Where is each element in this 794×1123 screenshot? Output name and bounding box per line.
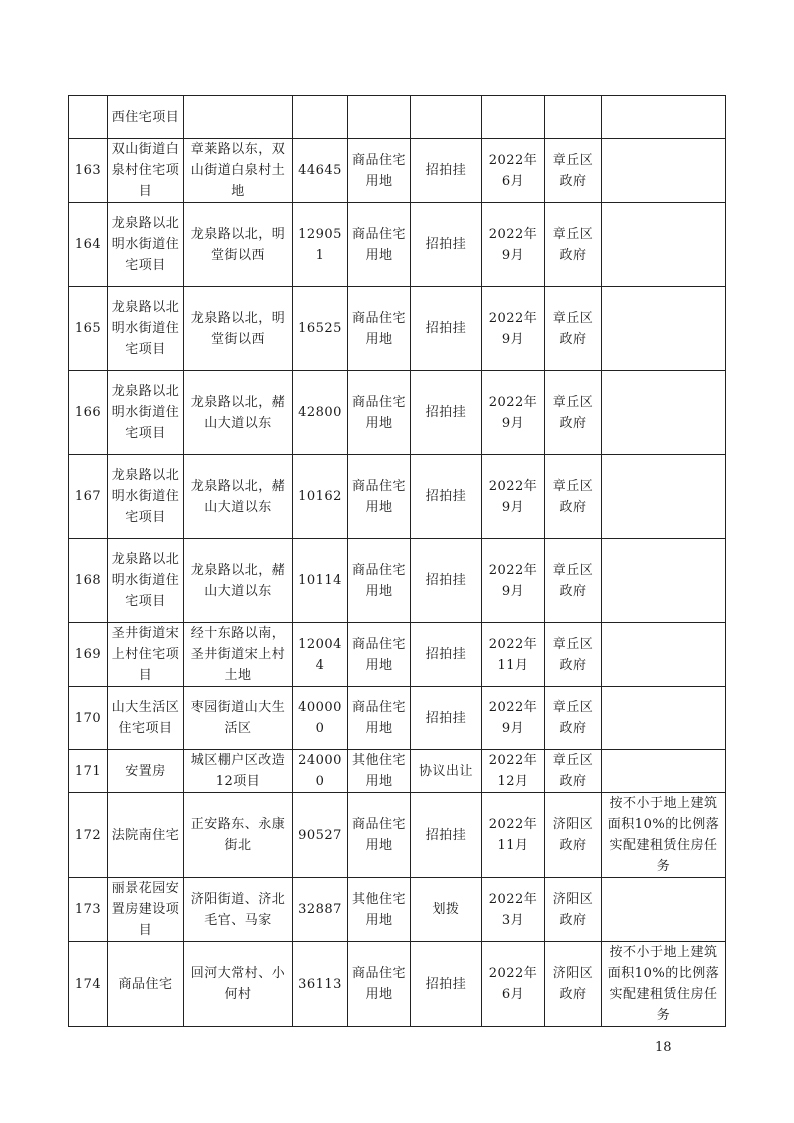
- cell-area: 16525: [293, 287, 348, 371]
- cell-no: 173: [69, 878, 108, 942]
- cell-supply-time: 2022年9月: [482, 203, 545, 287]
- cell-agency: [545, 96, 602, 139]
- cell-location: [184, 96, 293, 139]
- table-row: [69, 96, 726, 139]
- page-number: 18: [655, 1040, 672, 1055]
- cell-supply-time: 2022年9月: [482, 287, 545, 371]
- cell-supply-time: 2022年9月: [482, 687, 545, 750]
- table-row: [69, 623, 726, 687]
- table-row: [69, 878, 726, 942]
- cell-supply-method: 招拍挂: [411, 942, 482, 1027]
- cell-project-name: 法院南住宅: [108, 793, 184, 878]
- cell-note: [602, 539, 726, 623]
- cell-note: [602, 687, 726, 750]
- land-supply-table: [68, 95, 726, 1027]
- cell-project-name: 双山街道白泉村住宅项目: [108, 139, 184, 203]
- cell-land-use: 商品住宅用地: [348, 623, 411, 687]
- cell-supply-time: 2022年6月: [482, 139, 545, 203]
- cell-no: 172: [69, 793, 108, 878]
- cell-location: 龙泉路以北，赭山大道以东: [184, 539, 293, 623]
- cell-location: 济阳街道、济北毛官、马家: [184, 878, 293, 942]
- cell-area: 10114: [293, 539, 348, 623]
- cell-area: 42800: [293, 371, 348, 455]
- cell-no: 170: [69, 687, 108, 750]
- table-row: [69, 203, 726, 287]
- cell-land-use: 商品住宅用地: [348, 371, 411, 455]
- cell-land-use: 其他住宅用地: [348, 878, 411, 942]
- cell-project-name: 龙泉路以北明水街道住宅项目: [108, 455, 184, 539]
- cell-agency: 章丘区政府: [545, 750, 602, 793]
- table-row: [69, 750, 726, 793]
- cell-no: 174: [69, 942, 108, 1027]
- cell-project-name: 丽景花园安置房建设项目: [108, 878, 184, 942]
- cell-agency: 济阳区政府: [545, 793, 602, 878]
- cell-land-use: 商品住宅用地: [348, 287, 411, 371]
- cell-area: 129051: [293, 203, 348, 287]
- cell-supply-time: 2022年3月: [482, 878, 545, 942]
- cell-no: 167: [69, 455, 108, 539]
- cell-note: [602, 203, 726, 287]
- cell-agency: 章丘区政府: [545, 455, 602, 539]
- table-row: [69, 942, 726, 1027]
- cell-project-name: 龙泉路以北明水街道住宅项目: [108, 287, 184, 371]
- cell-supply-time: 2022年9月: [482, 455, 545, 539]
- table-body: [69, 96, 726, 1027]
- cell-note: [602, 287, 726, 371]
- cell-note: 按不小于地上建筑面积10%的比例落实配建租赁住房任务: [602, 793, 726, 878]
- table-row: [69, 539, 726, 623]
- cell-land-use: 商品住宅用地: [348, 539, 411, 623]
- cell-no: 169: [69, 623, 108, 687]
- cell-location: 龙泉路以北，赭山大道以东: [184, 455, 293, 539]
- cell-supply-method: 招拍挂: [411, 687, 482, 750]
- table-row: [69, 287, 726, 371]
- cell-agency: 章丘区政府: [545, 139, 602, 203]
- cell-project-name: 龙泉路以北明水街道住宅项目: [108, 371, 184, 455]
- cell-supply-time: 2022年9月: [482, 539, 545, 623]
- cell-land-use: [348, 96, 411, 139]
- cell-area: 240000: [293, 750, 348, 793]
- table-row: [69, 139, 726, 203]
- cell-area: 10162: [293, 455, 348, 539]
- cell-project-name: 龙泉路以北明水街道住宅项目: [108, 539, 184, 623]
- cell-agency: 章丘区政府: [545, 687, 602, 750]
- cell-agency: 济阳区政府: [545, 942, 602, 1027]
- cell-no: 163: [69, 139, 108, 203]
- cell-area: 36113: [293, 942, 348, 1027]
- cell-supply-time: 2022年11月: [482, 623, 545, 687]
- cell-area: 44645: [293, 139, 348, 203]
- cell-no: [69, 96, 108, 139]
- cell-supply-method: 招拍挂: [411, 203, 482, 287]
- cell-agency: 章丘区政府: [545, 203, 602, 287]
- cell-supply-method: 招拍挂: [411, 793, 482, 878]
- cell-agency: 济阳区政府: [545, 878, 602, 942]
- table-row: [69, 455, 726, 539]
- cell-project-name: 圣井街道宋上村住宅项目: [108, 623, 184, 687]
- cell-project-name: 西住宅项目: [108, 96, 184, 139]
- cell-supply-method: 招拍挂: [411, 455, 482, 539]
- cell-supply-time: [482, 96, 545, 139]
- cell-land-use: 其他住宅用地: [348, 750, 411, 793]
- cell-land-use: 商品住宅用地: [348, 793, 411, 878]
- cell-location: 龙泉路以北，明堂街以西: [184, 287, 293, 371]
- cell-no: 168: [69, 539, 108, 623]
- cell-location: 经十东路以南，圣井街道宋上村土地: [184, 623, 293, 687]
- cell-area: [293, 96, 348, 139]
- cell-agency: 章丘区政府: [545, 371, 602, 455]
- cell-note: [602, 455, 726, 539]
- table-row: [69, 371, 726, 455]
- cell-area: 400000: [293, 687, 348, 750]
- cell-note: [602, 139, 726, 203]
- cell-project-name: 安置房: [108, 750, 184, 793]
- cell-project-name: 商品住宅: [108, 942, 184, 1027]
- cell-area: 90527: [293, 793, 348, 878]
- cell-supply-method: 招拍挂: [411, 371, 482, 455]
- cell-location: 龙泉路以北，赭山大道以东: [184, 371, 293, 455]
- cell-supply-method: [411, 96, 482, 139]
- cell-area: 120044: [293, 623, 348, 687]
- cell-supply-time: 2022年6月: [482, 942, 545, 1027]
- cell-note: [602, 96, 726, 139]
- cell-supply-method: 协议出让: [411, 750, 482, 793]
- table-row: [69, 687, 726, 750]
- cell-location: 正安路东、永康街北: [184, 793, 293, 878]
- cell-supply-method: 招拍挂: [411, 287, 482, 371]
- cell-supply-time: 2022年9月: [482, 371, 545, 455]
- cell-note: [602, 371, 726, 455]
- table-row: [69, 793, 726, 878]
- cell-supply-time: 2022年12月: [482, 750, 545, 793]
- cell-location: 枣园街道山大生活区: [184, 687, 293, 750]
- cell-note: [602, 750, 726, 793]
- cell-project-name: 龙泉路以北明水街道住宅项目: [108, 203, 184, 287]
- cell-area: 32887: [293, 878, 348, 942]
- cell-location: 回河大常村、小何村: [184, 942, 293, 1027]
- cell-supply-method: 划拨: [411, 878, 482, 942]
- cell-location: 龙泉路以北，明堂街以西: [184, 203, 293, 287]
- cell-supply-method: 招拍挂: [411, 623, 482, 687]
- cell-supply-method: 招拍挂: [411, 539, 482, 623]
- cell-supply-method: 招拍挂: [411, 139, 482, 203]
- cell-no: 166: [69, 371, 108, 455]
- cell-note: [602, 878, 726, 942]
- cell-land-use: 商品住宅用地: [348, 455, 411, 539]
- cell-agency: 章丘区政府: [545, 539, 602, 623]
- cell-note: 按不小于地上建筑面积10%的比例落实配建租赁住房任务: [602, 942, 726, 1027]
- cell-no: 165: [69, 287, 108, 371]
- cell-no: 171: [69, 750, 108, 793]
- cell-location: 城区棚户区改造12项目: [184, 750, 293, 793]
- cell-supply-time: 2022年11月: [482, 793, 545, 878]
- cell-land-use: 商品住宅用地: [348, 942, 411, 1027]
- cell-land-use: 商品住宅用地: [348, 687, 411, 750]
- cell-agency: 章丘区政府: [545, 623, 602, 687]
- cell-land-use: 商品住宅用地: [348, 203, 411, 287]
- cell-note: [602, 623, 726, 687]
- cell-location: 章莱路以东，双山街道白泉村土地: [184, 139, 293, 203]
- cell-agency: 章丘区政府: [545, 287, 602, 371]
- cell-land-use: 商品住宅用地: [348, 139, 411, 203]
- cell-no: 164: [69, 203, 108, 287]
- cell-project-name: 山大生活区住宅项目: [108, 687, 184, 750]
